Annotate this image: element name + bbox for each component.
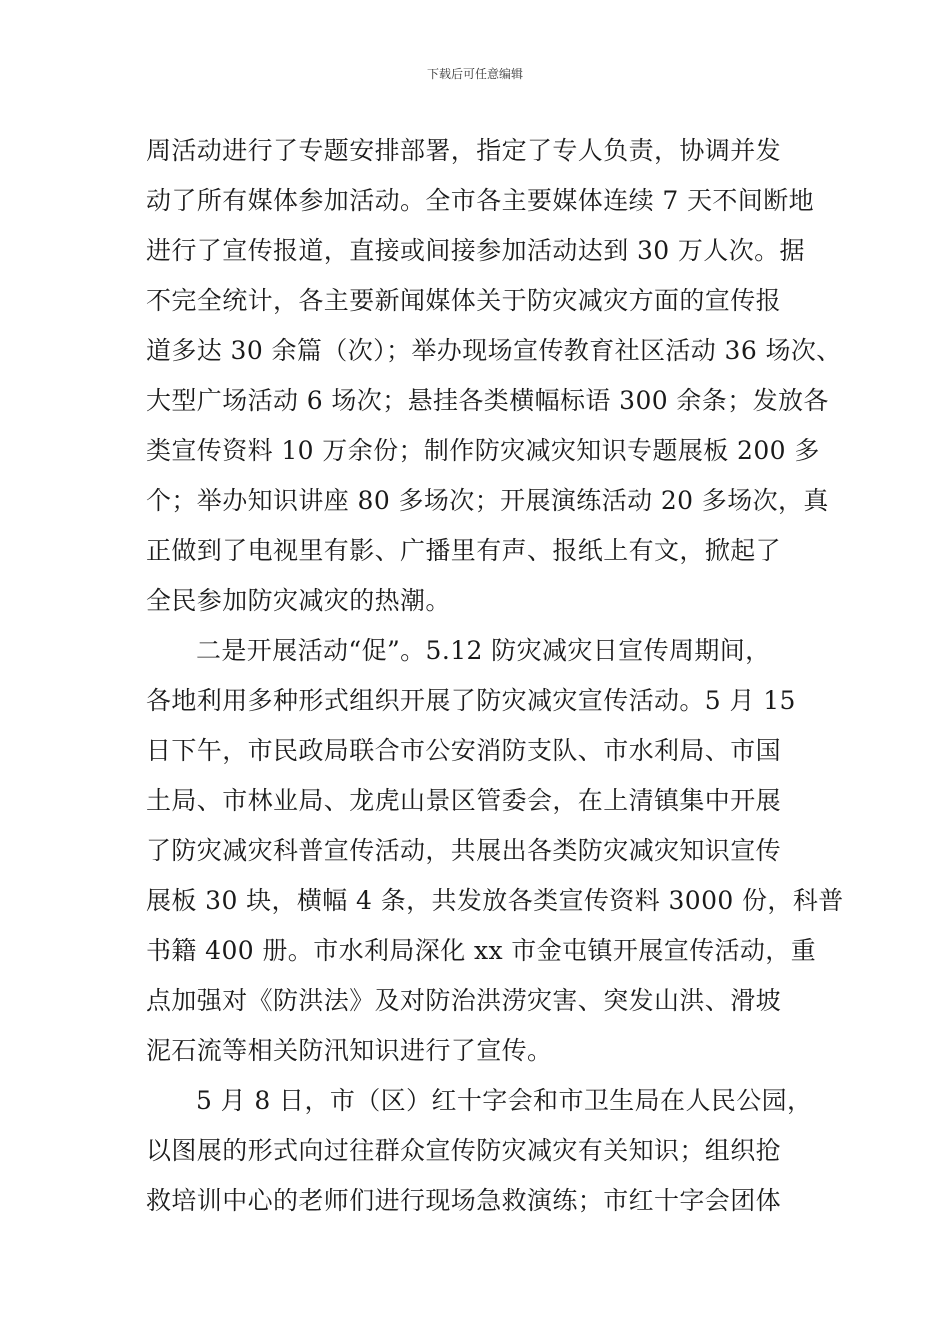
text-line: 道多达 30 余篇（次）；举办现场宣传教育社区活动 36 场次、 xyxy=(146,336,842,365)
text-line: 点加强对《防洪法》及对防治洪涝灾害、突发山洪、滑坡 xyxy=(146,986,782,1015)
text-line: 各地利用多种形式组织开展了防灾减灾宣传活动。5 月 15 xyxy=(146,686,796,715)
document-body xyxy=(146,126,844,1226)
text-line: 以图展的形式向过往群众宣传防灾减灾有关知识；组织抢 xyxy=(146,1136,782,1165)
text-line: 展板 30 块，横幅 4 条，共发放各类宣传资料 3000 份，科普 xyxy=(146,886,844,915)
text-line: 书籍 400 册。市水利局深化 xx 市金屯镇开展宣传活动，重 xyxy=(146,936,817,965)
text-line: 动了所有媒体参加活动。全市各主要媒体连续 7 天不间断地 xyxy=(146,186,815,215)
text-line: 个；举办知识讲座 80 多场次；开展演练活动 20 多场次，真 xyxy=(146,486,829,515)
text-line: 进行了宣传报道，直接或间接参加活动达到 30 万人次。据 xyxy=(146,236,805,265)
text-line: 不完全统计，各主要新闻媒体关于防灾减灾方面的宣传报 xyxy=(146,286,782,315)
text-line: 全民参加防灾减灾的热潮。 xyxy=(146,586,451,615)
text-line: 泥石流等相关防汛知识进行了宣传。 xyxy=(146,1036,553,1065)
paragraph-first-line: 5 月 8 日，市（区）红十字会和市卫生局在人民公园， xyxy=(196,1086,813,1115)
text-line: 土局、市林业局、龙虎山景区管委会，在上清镇集中开展 xyxy=(146,786,782,815)
paragraph-first-line: 二是开展活动“促”。5.12 防灾减灾日宣传周期间， xyxy=(196,636,771,665)
text-line: 周活动进行了专题安排部署，指定了专人负责，协调并发 xyxy=(146,136,782,165)
text-line: 正做到了电视里有影、广播里有声、报纸上有文，掀起了 xyxy=(146,536,782,565)
text-line: 了防灾减灾科普宣传活动，共展出各类防灾减灾知识宣传 xyxy=(146,836,782,865)
text-line: 日下午，市民政局联合市公安消防支队、市水利局、市国 xyxy=(146,736,782,765)
text-line: 救培训中心的老师们进行现场急救演练；市红十字会团体 xyxy=(146,1186,782,1215)
text-line: 类宣传资料 10 万余份；制作防灾减灾知识专题展板 200 多 xyxy=(146,436,820,465)
page-header: 下载后可任意编辑 xyxy=(426,67,523,81)
text-line: 大型广场活动 6 场次；悬挂各类横幅标语 300 余条；发放各 xyxy=(146,386,829,415)
